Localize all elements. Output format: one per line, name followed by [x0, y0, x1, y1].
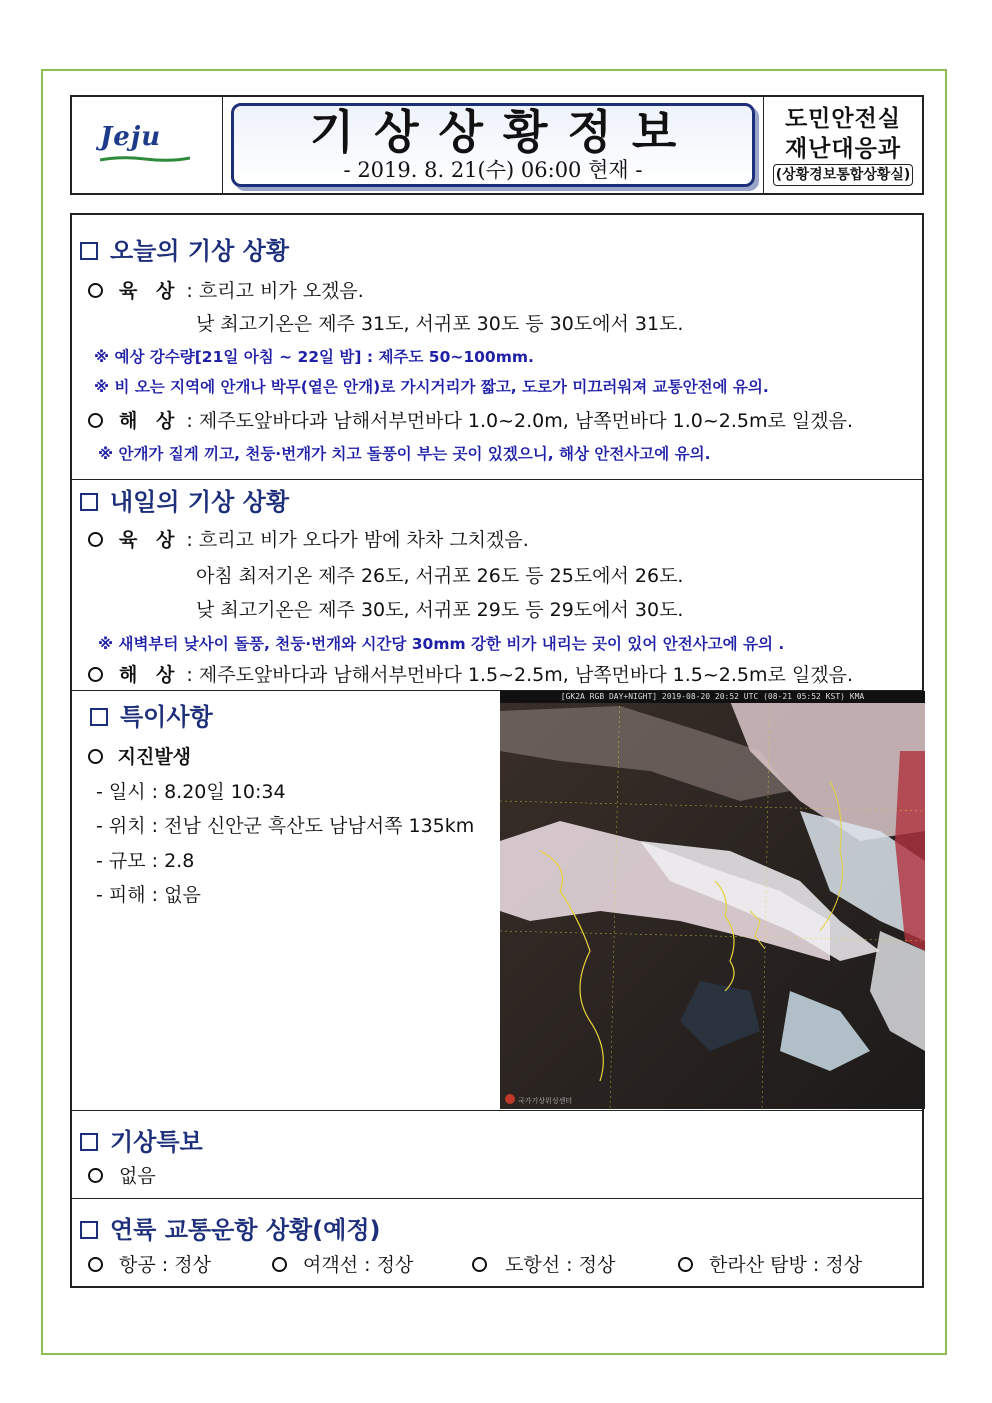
title-box [231, 103, 755, 187]
warning-heading: 기상특보 [80, 1122, 203, 1157]
department-cell [764, 97, 922, 193]
satellite-image [500, 691, 925, 1109]
logo-cell [72, 97, 223, 193]
transport-section [72, 1198, 922, 1286]
today-max-temp: 낮 최고기온은 제주 31도, 서귀포 30도 등 30도에서 31도. [196, 313, 684, 335]
square-bullet-icon [90, 708, 108, 726]
logo-text: Jeju [100, 122, 162, 152]
today-land-line: 육 상 : 흐리고 비가 오겠음. [88, 276, 364, 303]
header-table [70, 95, 924, 195]
special-heading: 특이사항 [90, 697, 213, 732]
square-bullet-icon [80, 1221, 98, 1239]
transport-hallasan: 한라산 탐방 : 정상 [678, 1250, 862, 1277]
circle-bullet-icon [472, 1257, 487, 1272]
tomorrow-min-temp: 아침 최저기온 제주 26도, 서귀포 26도 등 25도에서 26도. [196, 565, 684, 587]
warning-value: 없음 [88, 1161, 156, 1188]
division-name: 재난대응과 [784, 136, 902, 162]
main-content-box [70, 213, 924, 1288]
today-sea-note: ※ 안개가 짙게 끼고, 천둥·번개가 치고 돌풍이 부는 곳이 있겠으니, 해상 안전사고에 유의. [98, 445, 711, 463]
department-name: 도민안전실 [784, 106, 902, 132]
transport-heading: 연륙 교통운항 상황(예정) [80, 1210, 381, 1245]
circle-bullet-icon [88, 413, 103, 428]
square-bullet-icon [80, 493, 98, 511]
jeju-logo [92, 120, 202, 170]
tomorrow-gust-note: ※ 새벽부터 낮사이 돌풍, 천둥·번개와 시간당 30mm 강한 비가 내리는 곳이 있어 안전사고에 유의 . [98, 635, 785, 653]
transport-air: 항공 : 정상 [88, 1250, 211, 1277]
earthquake-time: - 일시 : 8.20일 10:34 [96, 781, 286, 803]
circle-bullet-icon [88, 1168, 103, 1183]
warning-section [72, 1110, 922, 1199]
title-cell [223, 97, 764, 193]
square-bullet-icon [80, 242, 98, 260]
earthquake-heading: 지진발생 [88, 742, 191, 769]
square-bullet-icon [80, 1133, 98, 1151]
circle-bullet-icon [678, 1257, 693, 1272]
tomorrow-land-line: 육 상 : 흐리고 비가 오다가 밤에 차차 그치겠음. [88, 525, 529, 552]
today-sea-line: 해 상 : 제주도앞바다과 남해서부먼바다 1.0~2.0m, 남쪽먼바다 1.0~2.5m로 일겠음. [88, 406, 853, 433]
circle-bullet-icon [272, 1257, 287, 1272]
circle-bullet-icon [88, 283, 103, 298]
kma-logo-icon [505, 1094, 515, 1104]
tomorrow-section [72, 479, 922, 691]
earthquake-location: - 위치 : 전남 신안군 흑산도 남남서쪽 135km [96, 815, 475, 837]
tomorrow-sea-line: 해 상 : 제주도앞바다과 남해서부먼바다 1.5~2.5m, 남쪽먼바다 1.5~2.5m로 일겠음. [88, 660, 853, 687]
tomorrow-max-temp: 낮 최고기온은 제주 30도, 서귀포 29도 등 29도에서 30도. [196, 599, 684, 621]
satellite-image-graphic [500, 691, 925, 1109]
satellite-logo-text: 국가기상위성센터 [518, 1097, 573, 1105]
today-heading: 오늘의 기상 상황 [80, 231, 289, 266]
transport-island-ferry: 도항선 : 정상 [472, 1250, 615, 1277]
page-title: 기상상황정보 [309, 105, 697, 159]
circle-bullet-icon [88, 749, 103, 764]
today-fog-note: ※ 비 오는 지역에 안개나 박무(옅은 안개)로 가시거리가 짧고, 도로가 미끄러워져 교통안전에 유의. [94, 378, 769, 396]
tomorrow-heading: 내일의 기상 상황 [80, 482, 289, 517]
circle-bullet-icon [88, 532, 103, 547]
logo-swoosh-icon [100, 156, 190, 162]
today-section [72, 215, 922, 480]
satellite-caption: [GK2A RGB DAY+NIGHT] 2019-08-20 20:52 UTC (08-21 05:52 KST) KMA [500, 691, 925, 703]
earthquake-magnitude: - 규모 : 2.8 [96, 850, 195, 872]
report-date: - 2019. 8. 21(수) 06:00 현재 - [343, 158, 643, 182]
today-rainfall-note: ※ 예상 강수량[21일 아침 ~ 22일 밤] : 제주도 50~100mm. [94, 348, 534, 366]
circle-bullet-icon [88, 1257, 103, 1272]
transport-ferry: 여객선 : 정상 [272, 1250, 413, 1277]
office-name: (상황경보통합상황실) [773, 164, 914, 186]
earthquake-damage: - 피해 : 없음 [96, 884, 201, 906]
circle-bullet-icon [88, 667, 103, 682]
